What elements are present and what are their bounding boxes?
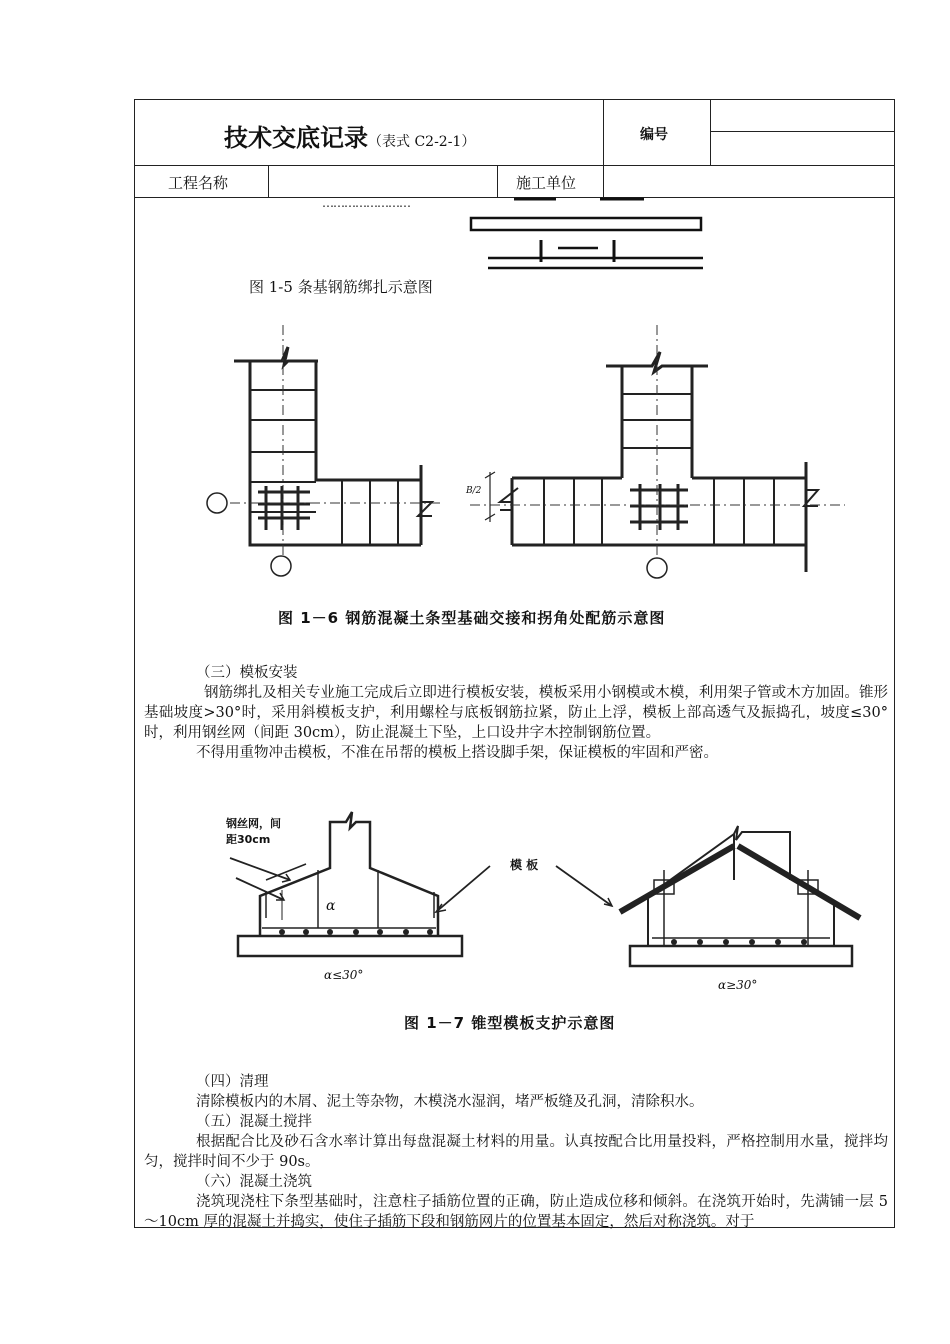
table-rule bbox=[497, 165, 498, 197]
figure-1-6-caption: 图 1－6 钢筋混凝土条型基础交接和拐角处配筋示意图 bbox=[278, 609, 666, 627]
number-label: 编号 bbox=[640, 127, 668, 143]
document-title bbox=[224, 118, 475, 153]
figure-1-7-caption: 图 1－7 锥型模板支护示意图 bbox=[404, 1014, 616, 1032]
section-3-heading: （三）模板安装 bbox=[196, 665, 298, 681]
section-3-paragraph-2: 不得用重物冲击模板，不准在吊帮的模板上搭设脚手架，保证模板的牢固和严密。 bbox=[196, 745, 718, 761]
title-text: 技术交底记录 bbox=[224, 124, 368, 152]
figure-1-5-caption: 图 1-5 条基钢筋绑扎示意图 bbox=[249, 278, 433, 296]
table-rule bbox=[603, 99, 604, 197]
section-6-heading: （六）混凝土浇筑 bbox=[196, 1174, 312, 1190]
mesh-label-line-2: 距30cm bbox=[226, 833, 271, 846]
section-4-paragraph: 清除模板内的木屑、泥土等杂物，木模浇水湿润，堵严板缝及孔洞，清除积水。 bbox=[196, 1094, 704, 1110]
project-name-value[interactable] bbox=[276, 172, 486, 192]
dotted-leader: …………………… bbox=[322, 196, 410, 210]
mesh-label-line-1: 钢丝网，间 bbox=[226, 817, 281, 830]
left-angle-condition: α≤30° bbox=[324, 968, 364, 982]
construction-unit-label: 施工单位 bbox=[516, 174, 577, 192]
section-3-paragraph-1: 钢筋绑扎及相关专业施工完成后立即进行模板安装，模板采用小钢模或木模，利用架子管或木方加固。锥形基础坡度>30°时，采用斜模板支护，利用螺栓与底板钢筋拉紧，防止上浮，模板上部高透气及振捣孔，坡度≤30°时，利用钢丝网（间距 30cm），防止混凝土下坠，上口设井字木控制钢筋位置。 bbox=[144, 685, 888, 741]
number-value[interactable] bbox=[716, 106, 886, 126]
section-5-heading: （五）混凝土搅拌 bbox=[196, 1114, 312, 1130]
slope-angle-label: α bbox=[326, 898, 336, 914]
construction-unit-value[interactable] bbox=[612, 172, 882, 192]
dimension-b-half: B/2 bbox=[466, 486, 482, 496]
right-angle-condition: α≥30° bbox=[718, 978, 758, 992]
project-name-label: 工程名称 bbox=[168, 174, 229, 192]
table-rule bbox=[134, 197, 895, 198]
table-rule bbox=[710, 131, 895, 132]
table-rule bbox=[134, 165, 895, 166]
section-4-heading: （四）清理 bbox=[196, 1074, 269, 1090]
table-rule bbox=[268, 165, 269, 197]
formwork-label: 模 板 bbox=[510, 858, 539, 872]
section-6-paragraph: 浇筑现浇柱下条型基础时，注意柱子插筋位置的正确，防止造成位移和倾斜。在浇筑开始时，先满铺一层 5～10cm 厚的混凝土并捣实，使住子插筋下段和钢筋网片的位置基本固定，然后对称浇筑。对于 bbox=[144, 1194, 888, 1230]
section-5-paragraph: 根据配合比及砂石含水率计算出每盘混凝土材料的用量。认真按配合比用量投料，严格控制用水量，搅拌均匀，搅拌时间不少于 90s。 bbox=[144, 1134, 888, 1170]
form-code: （表式 C2-2-1） bbox=[368, 134, 476, 150]
section-4-to-6 bbox=[144, 1072, 888, 1232]
section-3 bbox=[144, 663, 888, 763]
table-rule bbox=[710, 99, 711, 165]
